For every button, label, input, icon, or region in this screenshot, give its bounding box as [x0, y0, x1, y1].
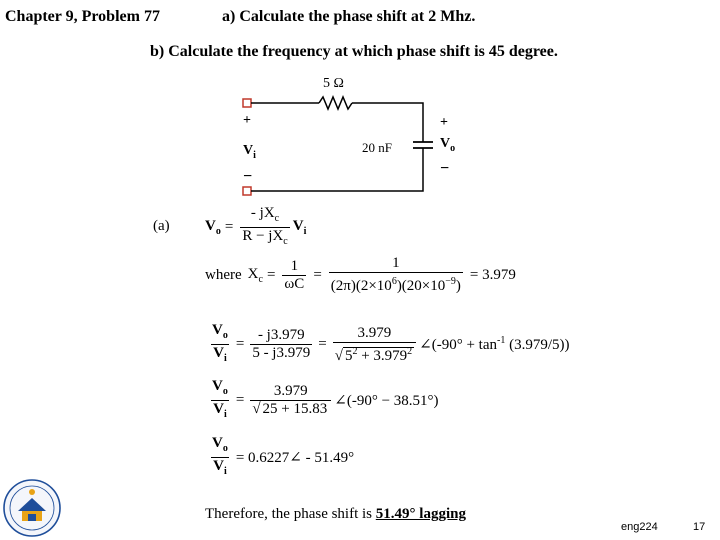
part-a-question: a) Calculate the phase shift at 2 Mhz. — [222, 8, 476, 25]
vo-label: $V_o$ — [440, 136, 456, 154]
vi-plus-sign: + — [243, 113, 251, 128]
phase-shift-answer: 51.49° lagging — [375, 506, 466, 522]
vi-label: $V_i$ — [243, 143, 256, 161]
conclusion-text: Therefore, the phase shift is 51.49° lagging — [205, 506, 466, 522]
vo-plus-sign: + — [440, 115, 448, 130]
chapter-title: Chapter 9, Problem 77 — [5, 8, 160, 25]
vo-minus-sign: − — [440, 160, 450, 177]
ratio-equation: $\frac{V_o}{V_i}$ = $\frac{- j3.979}{5 - j3.979}$ = $\frac{3.979}{√ 5^2 + 3.979^2}$ ∠(-90° + $\tan^{-1} (3.979/5)$) — [207, 322, 570, 367]
bottom-terminal — [243, 187, 251, 195]
rc-circuit-diagram — [235, 72, 465, 202]
reactance-equation: where $X_c$ = $\frac{1}{\omega C}$ = $\frac{1}{(2\pi)(2\times 10^6)(20\times 10^{-9})}$ = 3.979 — [205, 255, 516, 294]
university-logo — [2, 478, 62, 538]
top-terminal — [243, 99, 251, 107]
slide-number: 17 — [693, 521, 706, 533]
resistor-label: 5 Ω — [323, 76, 344, 91]
ratio-simplified-equation: $\frac{V_o}{V_i}$ = $\frac{3.979}{√ 25 + 15.83}$ ∠(-90° − 38.51°) — [207, 378, 439, 423]
vi-minus-sign: − — [243, 168, 253, 185]
resistor-symbol — [319, 97, 352, 109]
part-a-label: (a) — [153, 218, 170, 234]
part-b-question: b) Calculate the frequency at which phase shift is 45 degree. — [150, 43, 558, 60]
course-code: eng224 — [621, 521, 658, 533]
ratio-result-equation: $\frac{V_o}{V_i}$ = 0.6227∠ - 51.49° — [207, 435, 354, 480]
capacitor-label: 20 nF — [362, 140, 392, 155]
vo-transfer-equation: $V_o$ = $\frac{- jX_c}{R - jX_c}$ $V_i$ — [205, 205, 306, 250]
